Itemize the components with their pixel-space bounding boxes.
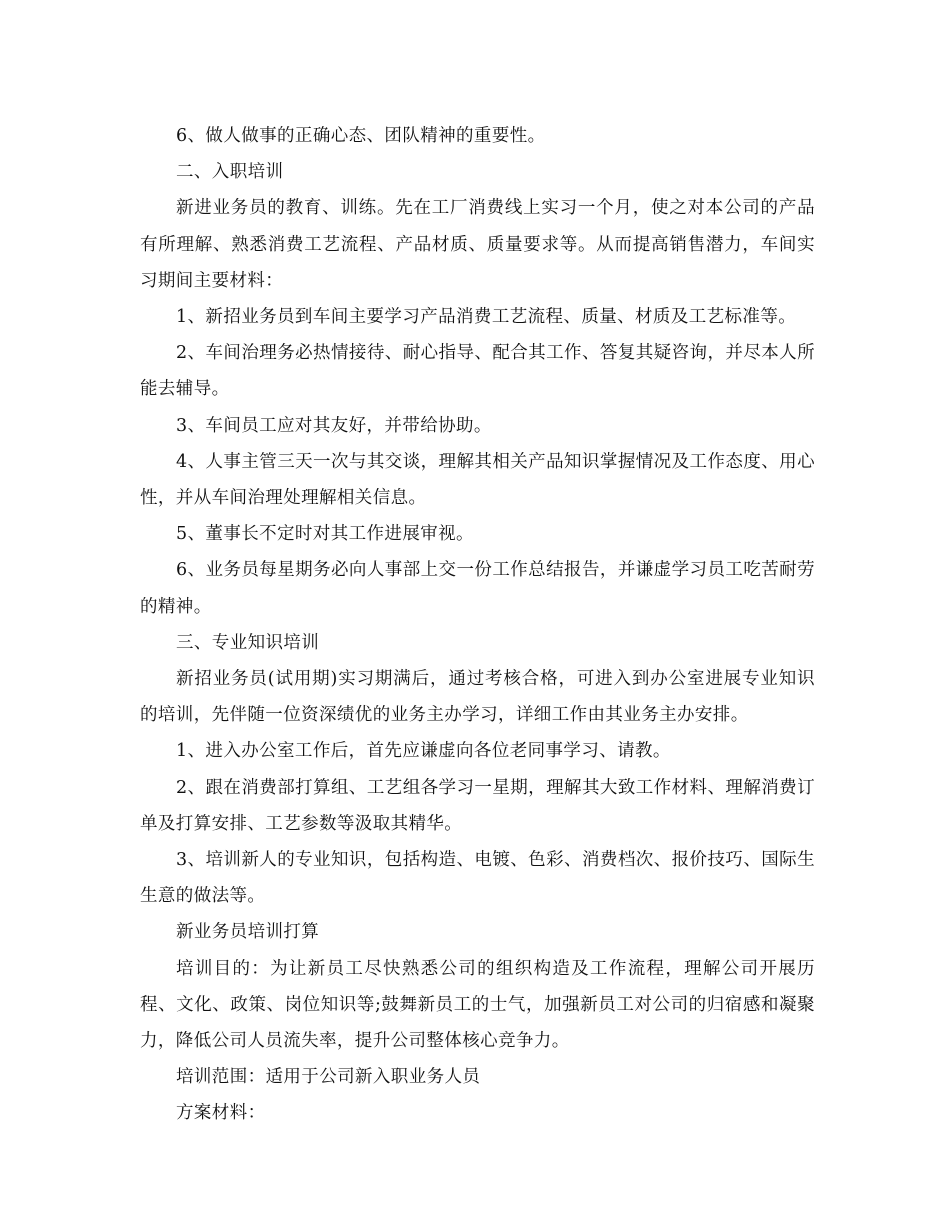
paragraph: 新招业务员(试用期)实习期满后，通过考核合格，可进入到办公室进展专业知识的培训，先伴随一位资深绩优的业务主办学习，详细工作由其业务主办安排。: [140, 669, 815, 726]
paragraph: 4、人事主管三天一次与其交谈，理解其相关产品知识掌握情况及工作态度、用心性，并从车间治理处理解相关信息。: [140, 451, 815, 509]
paragraph: 培训目的：为让新员工尽快熟悉公司的组织构造及工作流程，理解公司开展历程、文化、政策、岗位知识等;鼓舞新员工的士气，加强新员工对公司的归宿感和凝聚力，降低公司人员流失率，提升公司整体核心竞争力。: [140, 958, 815, 1052]
document-body: [140, 118, 815, 1132]
paragraph: 新进业务员的教育、训练。先在工厂消费线上实习一个月，使之对本公司的产品有所理解、熟悉消费工艺流程、产品材质、质量要求等。从而提高销售潜力，车间实习期间主要材料：: [140, 198, 815, 291]
paragraph: 6、做人做事的正确心态、团队精神的重要性。: [176, 126, 546, 146]
paragraph: 1、新招业务员到车间主要学习产品消费工艺流程、质量、材质及工艺标准等。: [176, 307, 797, 328]
section-heading: 三、专业知识培训: [176, 632, 320, 653]
paragraph: 2、跟在消费部打算组、工艺组各学习一星期，理解其大致工作材料、理解消费订单及打算安排、工艺参数等汲取其精华。: [140, 777, 815, 834]
paragraph: 3、培训新人的专业知识，包括构造、电镀、色彩、消费档次、报价技巧、国际生生意的做法等。: [140, 850, 815, 907]
paragraph: 培训范围：适用于公司新入职业务人员: [176, 1067, 481, 1088]
section-heading: 二、入职培训: [176, 162, 284, 183]
paragraph: 方案材料：: [176, 1103, 266, 1124]
paragraph: 2、车间治理务必热情接待、耐心指导、配合其工作、答复其疑咨询，并尽本人所能去辅导。: [140, 343, 815, 400]
paragraph: 3、车间员工应对其友好，并带给协助。: [176, 415, 492, 436]
section-heading: 新业务员培训打算: [176, 922, 320, 943]
paragraph: 6、业务员每星期务必向人事部上交一份工作总结报告，并谦虚学习员工吃苦耐劳的精神。: [140, 560, 815, 617]
paragraph: 5、董事长不定时对其工作进展审视。: [176, 524, 474, 545]
paragraph: 1、进入办公室工作后，首先应谦虚向各位老同事学习、请教。: [176, 741, 671, 762]
